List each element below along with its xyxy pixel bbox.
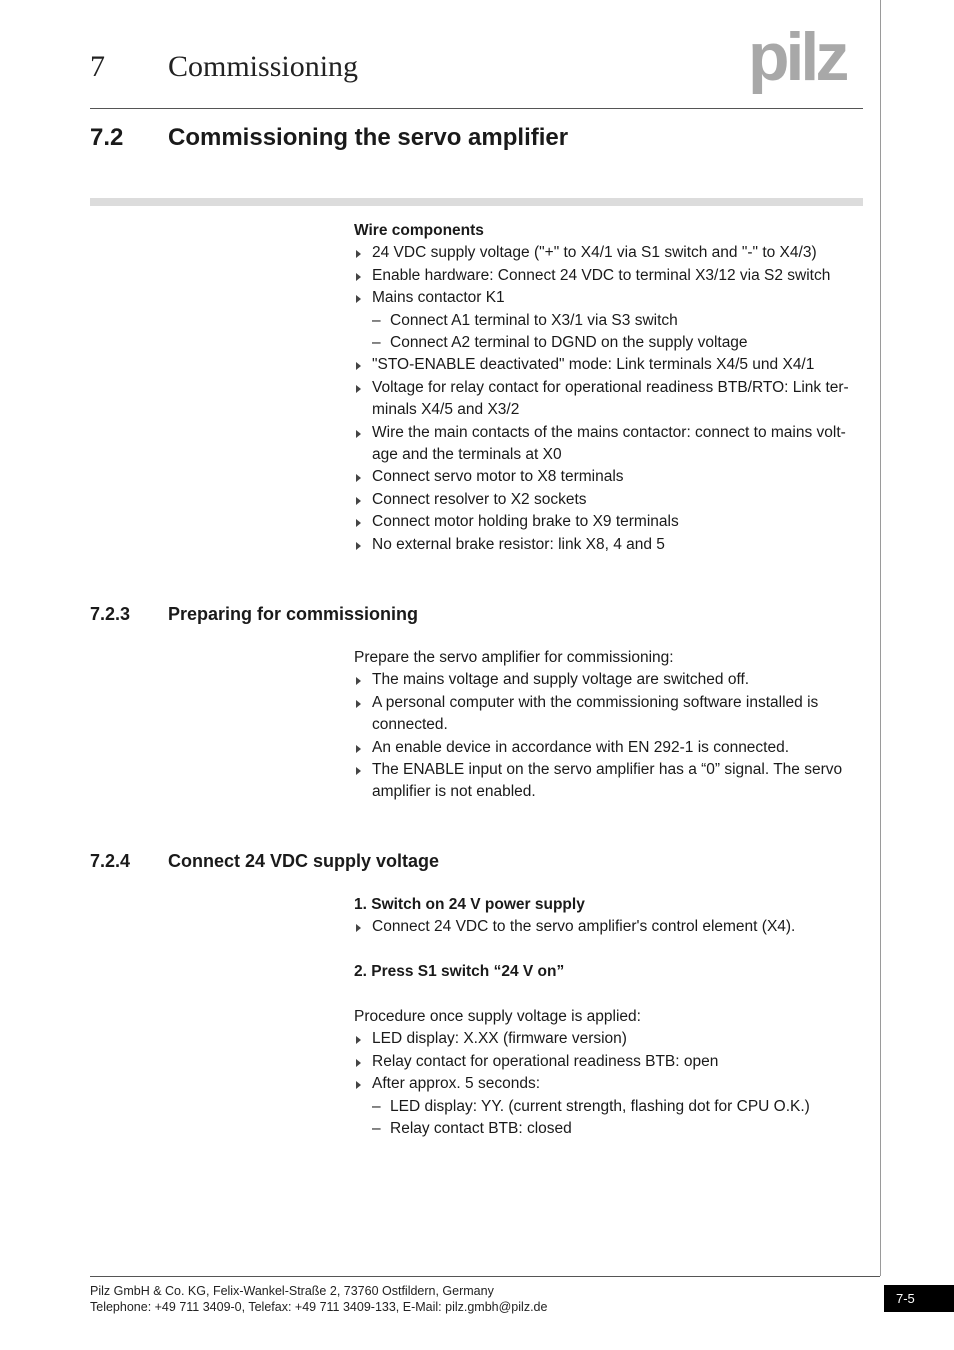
bullet-arrow-icon xyxy=(356,677,361,685)
list-item: Connect motor holding brake to X9 terminals xyxy=(354,511,866,533)
list-item: Connect servo motor to X8 terminals xyxy=(354,466,866,488)
procedure-sublist xyxy=(354,1096,866,1141)
footer xyxy=(90,1283,547,1315)
list-item: After approx. 5 seconds: xyxy=(354,1073,866,1095)
bullet-arrow-icon xyxy=(356,1059,361,1067)
sub-list-item: – Connect A1 terminal to X3/1 via S3 switch xyxy=(372,311,678,329)
list-item: Relay contact for operational readiness BTB: open xyxy=(354,1051,866,1073)
list-item: "STO-ENABLE deactivated" mode: Link terminals X4/5 und X4/1 xyxy=(354,354,866,376)
step1-list xyxy=(354,916,866,938)
subsection-title: Preparing for commissioning xyxy=(168,604,419,624)
subsection-number: 7.2.3 xyxy=(90,604,131,624)
step1-heading: 1. Switch on 24 V power supply xyxy=(354,896,585,913)
margin-rule xyxy=(880,0,881,1276)
wire-components-block xyxy=(354,220,866,556)
bullet-arrow-icon xyxy=(356,250,361,258)
subsection-number: 7.2.4 xyxy=(90,851,131,871)
list-item: 24 VDC supply voltage ("+" to X4/1 via S1 switch and "-" to X4/3) xyxy=(354,242,866,264)
list-item: Connect resolver to X2 sockets xyxy=(354,489,866,511)
header-rule xyxy=(90,108,863,109)
bullet-arrow-icon xyxy=(356,362,361,370)
mains-contactor-sublist xyxy=(354,310,866,355)
wire-components-list xyxy=(354,242,866,309)
connect-step2-block xyxy=(354,961,866,983)
list-item: Enable hardware: Connect 24 VDC to terminal X3/12 via S2 switch xyxy=(354,265,866,287)
list-item: The mains voltage and supply voltage are switched off. xyxy=(354,669,866,691)
bullet-arrow-icon xyxy=(356,497,361,505)
list-item: An enable device in accordance with EN 292-1 is connected. xyxy=(354,737,866,759)
bullet-arrow-icon xyxy=(356,745,361,753)
subsection-title: Connect 24 VDC supply voltage xyxy=(168,851,440,871)
list-item: Wire the main contacts of the mains contactor: connect to mains volt-age and the terminals at X0 xyxy=(354,422,866,467)
footer-address: Pilz GmbH & Co. KG, Felix-Wankel-Straße 2, 73760 Ostfildern, Germany xyxy=(90,1284,494,1298)
list-item: No external brake resistor: link X8, 4 and 5 xyxy=(354,534,866,556)
procedure-block xyxy=(354,1006,866,1140)
footer-contact: Telephone: +49 711 3409-0, Telefax: +49 711 3409-133, E-Mail: pilz.gmbh@pilz.de xyxy=(90,1300,548,1314)
bullet-arrow-icon xyxy=(356,542,361,550)
step2-heading: 2. Press S1 switch “24 V on” xyxy=(354,963,565,980)
page-number: 7-5 xyxy=(884,1285,954,1312)
bullet-arrow-icon xyxy=(356,385,361,393)
chapter-title: Commissioning xyxy=(168,50,359,83)
svg-text:pilz: pilz xyxy=(748,28,846,94)
section-number: 7.2 xyxy=(90,124,124,151)
bullet-arrow-icon xyxy=(356,430,361,438)
bullet-arrow-icon xyxy=(356,1036,361,1044)
list-item: Mains contactor K1 xyxy=(354,287,866,309)
preparing-block xyxy=(354,647,866,804)
list-item: The ENABLE input on the servo amplifier has a “0” signal. The servo amplifier is not enabled. xyxy=(354,759,866,804)
bullet-arrow-icon xyxy=(356,519,361,527)
bullet-arrow-icon xyxy=(356,924,361,932)
procedure-list xyxy=(354,1028,866,1095)
section-title: Commissioning the servo amplifier xyxy=(168,124,569,151)
wire-components-heading: Wire components xyxy=(354,222,484,239)
bullet-arrow-icon xyxy=(356,474,361,482)
bullet-arrow-icon xyxy=(356,1081,361,1089)
list-item: Voltage for relay contact for operational readiness BTB/RTO: Link ter-minals X4/5 and X3/2 xyxy=(354,377,866,422)
procedure-intro: Procedure once supply voltage is applied: xyxy=(354,1008,641,1025)
list-item: A personal computer with the commissioning software installed is connected. xyxy=(354,692,866,737)
list-item: Connect 24 VDC to the servo amplifier's control element (X4). xyxy=(354,916,866,938)
list-item: LED display: X.XX (firmware version) xyxy=(354,1028,866,1050)
connect-step1-block xyxy=(354,894,866,939)
pilz-logo xyxy=(748,28,866,94)
sub-list-item: – Relay contact BTB: closed xyxy=(372,1120,572,1138)
bullet-arrow-icon xyxy=(356,273,361,281)
preparing-intro: Prepare the servo amplifier for commissioning: xyxy=(354,649,674,666)
chapter-number: 7 xyxy=(90,50,105,83)
footer-rule xyxy=(90,1276,880,1277)
section-divider xyxy=(90,198,863,206)
preparing-list xyxy=(354,669,866,803)
sub-list-item: – LED display: YY. (current strength, flashing dot for CPU O.K.) xyxy=(372,1097,810,1115)
sub-list-item: – Connect A2 terminal to DGND on the supply voltage xyxy=(372,334,748,352)
bullet-arrow-icon xyxy=(356,700,361,708)
wire-components-list-cont xyxy=(354,354,866,556)
bullet-arrow-icon xyxy=(356,767,361,775)
bullet-arrow-icon xyxy=(356,295,361,303)
